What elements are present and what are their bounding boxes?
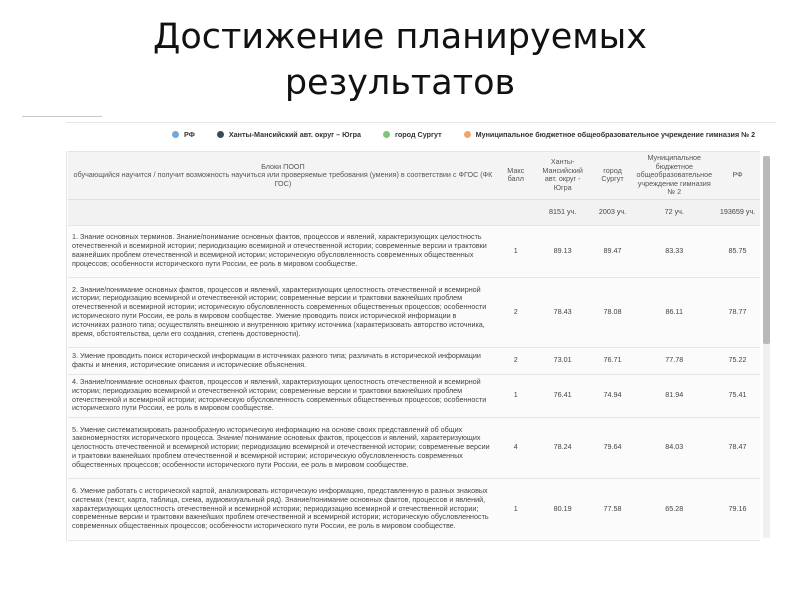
row-max: 2	[498, 277, 534, 347]
totals-row	[68, 199, 760, 225]
legend-dot-icon	[464, 131, 471, 138]
row-max: 1	[498, 478, 534, 540]
row-school: 86.11	[633, 277, 715, 347]
table-left-border	[66, 151, 67, 541]
table-row	[68, 478, 760, 540]
row-description: 2. Знание/понимание основных фактов, процессов и явлений, характеризующих целостность отечественной и всемирной истории; периодизацию всемирной и отечественной истории; современные версии и трактовки важнейших проблем отечественной и всемирной истории; историческую обусловленность современных общественных процессов; особенности исторического пути России, ее роль в мировом сообществе. Умение проводить поиск исторической информации в источниках разного типа; осуществлять внешнюю и внутреннюю критику источника (характеризовать авторство источника, время, обстоятельства, цели его создания, степень достоверности).	[68, 277, 498, 347]
legend-dot-icon	[217, 131, 224, 138]
header-max-score[interactable]: Макс балл	[498, 152, 534, 199]
row-description: 4. Знание/понимание основных фактов, процессов и явлений, характеризующих целостность отечественной и всемирной истории; периодизацию всемирной и отечественной истории; современные версии и трактовки важнейших проблем отечественной и всемирной истории; историческую обусловленность современных общественных процессов; особенности исторического пути России, ее роль в мировом сообществе.	[68, 374, 498, 417]
row-city: 89.47	[592, 225, 634, 277]
vertical-scrollbar[interactable]	[763, 156, 770, 538]
header-blocks-title: Блоки ПООП	[261, 161, 305, 171]
header-blocks[interactable]	[68, 152, 498, 199]
header-rf[interactable]: РФ	[715, 152, 760, 199]
row-school: 65.28	[633, 478, 715, 540]
slide-title-line2: результатов	[284, 63, 516, 103]
table-row	[68, 277, 760, 347]
divider	[66, 122, 776, 123]
legend-dot-icon	[383, 131, 390, 138]
results-table-container	[68, 151, 760, 541]
table-row	[68, 347, 760, 374]
legend-item-school[interactable]	[464, 130, 756, 139]
header-blocks-subtitle: обучающийся научится / получит возможность научиться или проверяемые требования (умения) в соответствии с ФГОС (ФК ГОС)	[73, 170, 493, 188]
row-max: 1	[498, 374, 534, 417]
totals-city: 2003 уч.	[592, 199, 634, 225]
divider	[22, 116, 102, 117]
row-city: 79.64	[592, 417, 634, 478]
totals-max	[498, 199, 534, 225]
legend-item-hmao[interactable]	[217, 130, 361, 139]
row-city: 76.71	[592, 347, 634, 374]
row-school: 84.03	[633, 417, 715, 478]
slide-title-line1: Достижение планируемых	[152, 17, 648, 57]
totals-label	[68, 199, 498, 225]
legend-item-city[interactable]	[383, 130, 442, 139]
totals-school: 72 уч.	[633, 199, 715, 225]
row-rf: 85.75	[715, 225, 760, 277]
row-hmao: 76.41	[534, 374, 592, 417]
row-school: 77.78	[633, 347, 715, 374]
row-description: 6. Умение работать с исторической картой, анализировать историческую информацию, представленную в разных знаковых системах (текст, карта, таблица, схема, аудиовизуальный ряд). Знание/понимание основных фактов, процессов и явлений, характеризующих целостность отечественной и всемирной истории; периодизацию всемирной и отечественной истории; современные версии и трактовки важнейших проблем отечественной и всемирной истории; историческую обусловленность современных общественных процессов; особенности исторического пути России, ее роль в мировом сообществе.	[68, 478, 498, 540]
row-description: 3. Умение проводить поиск исторической информации в источниках разного типа; различать в исторической информации факты и мнения, исторические описания и исторические объяснения.	[68, 347, 498, 374]
row-max: 4	[498, 417, 534, 478]
row-school: 81.94	[633, 374, 715, 417]
row-school: 83.33	[633, 225, 715, 277]
row-rf: 78.47	[715, 417, 760, 478]
totals-rf: 193659 уч.	[715, 199, 760, 225]
table-row	[68, 374, 760, 417]
row-rf: 78.77	[715, 277, 760, 347]
row-rf: 75.41	[715, 374, 760, 417]
row-hmao: 78.43	[534, 277, 592, 347]
row-rf: 75.22	[715, 347, 760, 374]
slide-title	[0, 14, 800, 106]
row-hmao: 89.13	[534, 225, 592, 277]
table-row	[68, 225, 760, 277]
row-max: 1	[498, 225, 534, 277]
row-city: 78.08	[592, 277, 634, 347]
table-header-row	[68, 152, 760, 199]
totals-hmao: 8151 уч.	[534, 199, 592, 225]
row-hmao: 73.01	[534, 347, 592, 374]
header-hmao[interactable]: Ханты-Мансийский авт. округ - Югра	[534, 152, 592, 199]
row-max: 2	[498, 347, 534, 374]
table-row	[68, 417, 760, 478]
legend-dot-icon	[172, 131, 179, 138]
legend-label: город Сургут	[394, 129, 442, 139]
results-screenshot	[22, 116, 776, 541]
row-description: 1. Знание основных терминов. Знание/понимание основных фактов, процессов и явлений, характеризующих целостность отечественной и всемирной истории; периодизацию всемирной и отечественной истории; современные версии и трактовки важнейших проблем отечественной и всемирной истории; историческую обусловленность современных общественных процессов; особенности исторического пути России, ее роль в мировом сообществе.	[68, 225, 498, 277]
results-table	[68, 152, 760, 541]
row-city: 77.58	[592, 478, 634, 540]
scrollbar-thumb[interactable]	[763, 156, 770, 344]
row-description: 5. Умение систематизировать разнообразную историческую информацию на основе своих представлений об общих закономерностях исторического процесса. Знание/ понимание основных фактов, процессов и явлений, характеризующих целостность отечественной и всемирной истории; периодизацию всемирной и отечественной истории; современные версии и трактовки важнейших проблем отечественной и всемирной истории; историческую обусловленность современных общественных процессов; особенности исторического пути России, ее роль в мировом сообществе.	[68, 417, 498, 478]
legend-item-rf[interactable]	[172, 130, 195, 139]
row-hmao: 80.19	[534, 478, 592, 540]
legend-label: РФ	[184, 129, 195, 139]
header-school[interactable]: Муниципальное бюджетное общеобразовательное учреждение гимназия № 2	[633, 152, 715, 199]
row-city: 74.94	[592, 374, 634, 417]
row-rf: 79.16	[715, 478, 760, 540]
header-city[interactable]: город Сургут	[592, 152, 634, 199]
legend-label: Ханты-Мансийский авт. округ – Югра	[228, 129, 361, 139]
legend-label: Муниципальное бюджетное общеобразовательное учреждение гимназия № 2	[475, 129, 756, 139]
row-hmao: 78.24	[534, 417, 592, 478]
chart-legend	[172, 127, 755, 141]
